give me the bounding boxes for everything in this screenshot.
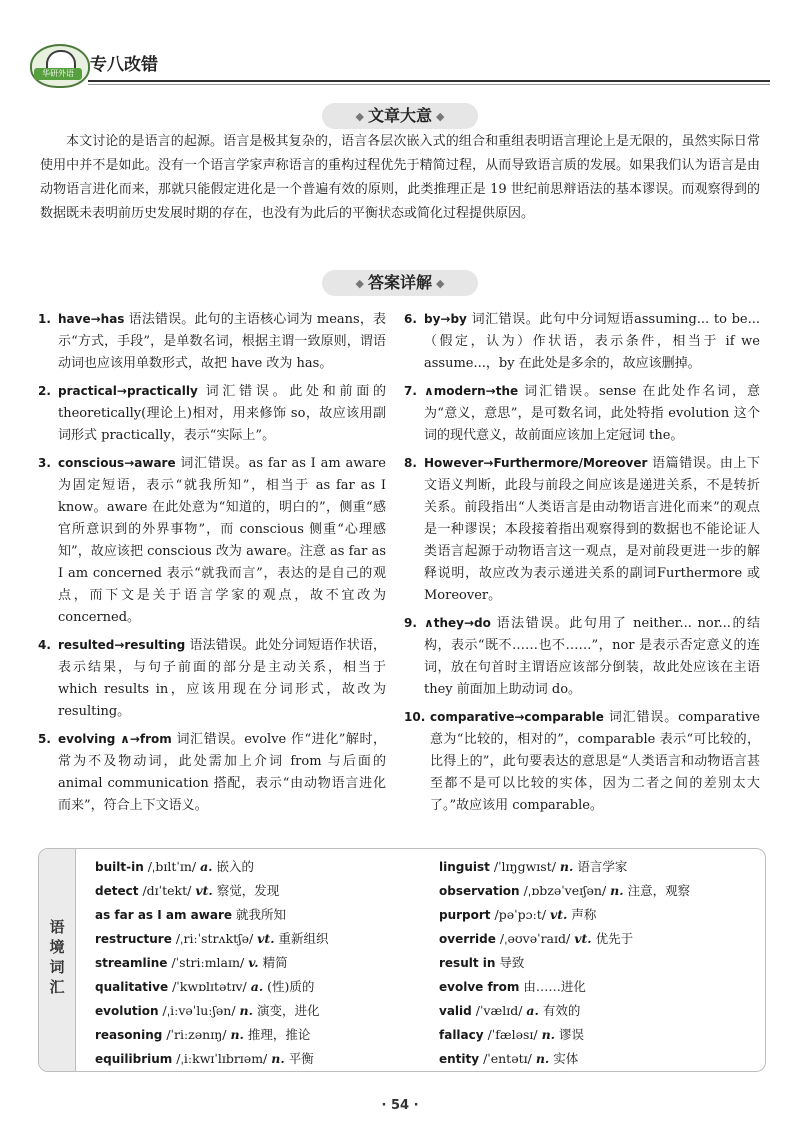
answer-number: 9. <box>404 616 417 630</box>
answer-number: 8. <box>404 456 417 470</box>
answer-explanation: 语篇错误。由上下文语义判断，此段与前段之间应该是递进关系，不是转折关系。前段指出“人类语言是由动物语言进化而来”的观点是一种谬误；本段接着指出观察得到的数据也不能论证人类语言起源于动物语言这一观点，是对前段更进一步的解释说明，故应改为表示递进关系的副词Furthermore 或Moreover。 <box>424 456 760 603</box>
answer-correction: have→has <box>58 312 125 326</box>
vocab-word: as far as I am aware <box>95 908 233 922</box>
vocab-word: qualitative <box>95 980 169 994</box>
vocab-meaning: 谬误 <box>559 1027 585 1042</box>
vocab-entry <box>439 1047 759 1071</box>
vocab-meaning: 由……进化 <box>523 979 586 994</box>
vocab-word: result in <box>439 956 496 970</box>
vocab-ipa: /ˌiːvəˈluːʃən/ <box>162 1003 236 1018</box>
vocab-pos: vt. <box>195 883 213 898</box>
vocab-meaning: (性)质的 <box>267 979 315 994</box>
vocab-pos: n. <box>230 1027 244 1042</box>
answer-item <box>38 728 386 817</box>
vocab-entry <box>439 879 759 903</box>
vocab-ipa: /ˌriːˈstrʌktʃə/ <box>175 931 254 946</box>
vocab-pos: vt. <box>550 907 568 922</box>
vocab-entry <box>439 1023 759 1047</box>
vocab-word: override <box>439 932 496 946</box>
vocab-pos: n. <box>559 859 574 874</box>
vocab-ipa: /ˈlɪŋgwɪst/ <box>493 859 556 874</box>
vocab-entry <box>95 1023 425 1047</box>
vocab-meaning: 推理，推论 <box>247 1027 311 1042</box>
vocabulary-left-column <box>95 855 425 1071</box>
vocab-pos: a. <box>526 1003 539 1018</box>
answer-number: 5. <box>38 732 51 746</box>
vocab-meaning: 语言学家 <box>577 859 628 874</box>
answer-explanation: 词汇错误。as far as I am aware 为固定短语，表示“就我所知”，相当于 as far as I know。aware 在此处意为“知道的，明白的”，侧重“感官所意识到的外界事物”，而 conscious 侧重“心理感知”，故应该把 conscious 改为 aware。注意 as far as I am concerned 表示“就我而言”，表达的是自己的观点，而下文是关于语言学家的观点，故不宜改为concerned。 <box>58 456 386 625</box>
answer-explanation: 语法错误。此处分词短语作状语，表示结果，与句子前面的部分是主动关系，相当于 which results in，应该用现在分词形式，故改为resulting。 <box>58 638 386 719</box>
answer-correction: resulted→resulting <box>58 638 186 652</box>
vocab-word: equilibrium <box>95 1052 173 1066</box>
vocab-word: detect <box>95 884 139 898</box>
vocab-ipa: /ˌəʊvəˈraɪd/ <box>499 931 571 946</box>
vocab-meaning: 重新组织 <box>278 931 329 946</box>
vocab-entry <box>95 903 425 927</box>
answers-heading-banner <box>322 270 478 296</box>
vocab-meaning: 演变，进化 <box>256 1003 320 1018</box>
vocab-pos: a. <box>250 979 264 994</box>
vocab-meaning: 有效的 <box>542 1003 581 1018</box>
vocab-word: restructure <box>95 932 172 946</box>
diamond-icon: ◆ <box>355 277 364 290</box>
vocab-entry <box>95 927 425 951</box>
answer-number: 7. <box>404 384 417 398</box>
vocab-meaning: 优先于 <box>595 931 634 946</box>
vocab-entry <box>95 975 425 999</box>
header-rule <box>88 80 770 82</box>
vocab-meaning: 导致 <box>499 955 525 970</box>
answer-explanation: 词汇错误。此句中分词短语assuming... to be...（假定，认为）作状语，表示条件，相当于 if we assume...，by 在此处是多余的，故应该删掉。 <box>424 312 760 371</box>
vocab-ipa: /ˌiːkwɪˈlɪbrɪəm/ <box>176 1051 268 1066</box>
vocab-entry <box>95 855 425 879</box>
vocab-entry <box>439 975 759 999</box>
vocab-pos: n. <box>610 883 624 898</box>
vocab-pos: a. <box>200 859 213 874</box>
vocab-ipa: /ˈriːzənɪŋ/ <box>166 1027 227 1042</box>
vocab-entry <box>439 927 759 951</box>
answer-correction: conscious→aware <box>58 456 176 470</box>
vocab-pos: n. <box>271 1051 285 1066</box>
answer-explanation: 语法错误。此句用了 neither... nor...的结构，表示“既不……也不……”，nor 是表示否定意义的连词，放在句首时主谓语应该部分倒装，故此处应该在主语 they 前面加上助动词 do。 <box>424 616 760 697</box>
answers-left-column <box>38 308 386 822</box>
answer-number: 2. <box>38 384 51 398</box>
vocabulary-side-tab <box>39 849 76 1071</box>
header-rule-thin <box>88 84 770 85</box>
vocab-word: entity <box>439 1052 480 1066</box>
vocab-word: observation <box>439 884 520 898</box>
vocab-pos: n. <box>239 1003 253 1018</box>
vocab-word: reasoning <box>95 1028 163 1042</box>
answer-correction: evolving ∧→from <box>58 732 172 746</box>
answers-heading: 答案详解 <box>367 273 432 292</box>
logo-cartoon-icon <box>46 50 76 68</box>
vocab-ipa: /ˌɒbzəˈveɪʃən/ <box>523 883 607 898</box>
vocab-meaning: 实体 <box>553 1051 579 1066</box>
vocab-meaning: 就我所知 <box>236 907 287 922</box>
vocab-ipa: /dɪˈtekt/ <box>142 883 192 898</box>
answer-item <box>404 308 760 375</box>
answer-number: 4. <box>38 638 51 652</box>
vocab-entry <box>95 879 425 903</box>
answer-explanation: 语法错误。此句的主语核心词为 means，表示“方式，手段”，是单数名词，根据主谓一致原则，谓语动词也应该用单数形式，故把 have 改为 has。 <box>58 312 386 371</box>
vocab-meaning: 声称 <box>571 907 597 922</box>
answer-correction: ∧they→do <box>424 616 491 630</box>
vocab-entry <box>95 1047 425 1071</box>
answer-item <box>404 612 760 701</box>
vocab-word: linguist <box>439 860 490 874</box>
vocabulary-box <box>38 848 766 1072</box>
answer-item <box>38 308 386 375</box>
diamond-icon: ◆ <box>355 110 364 123</box>
answer-correction: However→Furthermore/Moreover <box>424 456 648 470</box>
page-number: · 54 · <box>381 1098 419 1113</box>
vocab-entry <box>439 951 759 975</box>
vocab-pos: vt. <box>574 931 592 946</box>
diamond-icon: ◆ <box>436 277 445 290</box>
vocab-word: evolution <box>95 1004 159 1018</box>
vocab-pos: n. <box>541 1027 556 1042</box>
answer-correction: comparative→comparable <box>430 710 604 724</box>
vocab-meaning: 注意，观察 <box>627 883 691 898</box>
vocab-ipa: /ˈkwɒlɪtətɪv/ <box>172 979 247 994</box>
vocab-word: valid <box>439 1004 472 1018</box>
book-section-title: 专八改错 <box>90 55 158 75</box>
answer-item <box>404 706 760 817</box>
answer-number: 10. <box>404 710 426 724</box>
vocab-ipa: /ˈstriːmlaɪn/ <box>171 955 245 970</box>
summary-heading: 文章大意 <box>367 106 432 125</box>
answer-correction: ∧modern→the <box>424 384 519 398</box>
vocab-meaning: 嵌入的 <box>216 859 255 874</box>
vocab-entry <box>95 951 425 975</box>
answer-explanation: 词汇错误。sense 在此处作名词，意为“意义，意思”，是可数名词，此处特指 evolution 这个词的现代意义，故前面应该加上定冠词 the。 <box>424 384 760 443</box>
answer-correction: practical→practically <box>58 384 198 398</box>
answer-item <box>404 380 760 447</box>
vocab-entry <box>95 999 425 1023</box>
answer-correction: by→by <box>424 312 467 326</box>
vocab-ipa: /ˈentətɪ/ <box>483 1051 532 1066</box>
answer-number: 1. <box>38 312 51 326</box>
diamond-icon: ◆ <box>436 110 445 123</box>
answer-explanation: 词汇错误。此处和前面的 theoretically(理论上)相对，用来修饰 so，故应该用副词形式 practically，表示“实际上”。 <box>58 384 386 443</box>
vocab-ipa: /ˈvælɪd/ <box>475 1003 523 1018</box>
vocab-pos: vt. <box>257 931 275 946</box>
summary-heading-banner <box>322 103 478 129</box>
answer-number: 3. <box>38 456 51 470</box>
publisher-logo <box>30 44 90 88</box>
vocab-pos: n. <box>535 1051 550 1066</box>
vocab-ipa: /pəˈpɔːt/ <box>494 907 547 922</box>
vocab-entry <box>439 855 759 879</box>
vocab-word: streamline <box>95 956 168 970</box>
vocabulary-label: 语 境 词 汇 <box>49 918 65 996</box>
vocab-meaning: 察觉，发现 <box>216 883 280 898</box>
vocab-meaning: 平衡 <box>288 1051 314 1066</box>
answers-right-column <box>404 308 760 822</box>
vocab-word: purport <box>439 908 491 922</box>
answer-explanation: 词汇错误。comparative 意为“比较的，相对的”，comparable 表示“可比较的，比得上的”，此句要表达的意思是“人类语言和动物语言甚至都不是可以比较的实体，因为二者之间的差别太大了。”故应该用 comparable。 <box>430 710 760 813</box>
vocab-word: fallacy <box>439 1028 484 1042</box>
vocab-pos: v. <box>248 955 259 970</box>
vocab-entry <box>439 999 759 1023</box>
answer-number: 6. <box>404 312 417 326</box>
vocab-word: evolve from <box>439 980 520 994</box>
page-header <box>30 40 770 90</box>
answer-item <box>404 452 760 607</box>
summary-paragraph: 本文讨论的是语言的起源。语言是极其复杂的，语言各层次嵌入式的组合和重组表明语言理论上是无限的，虽然实际日常使用中并不是如此。没有一个语言学家声称语言的重构过程优先于精简过程，从而导致语言质的发展。如果我们认为语言是由动物语言进化而来，那就只能假定进化是一个普遍有效的原则，此类推理正是 19 世纪前思辩语法的基本谬误。而观察得到的数据既未表明前历史发展时期的存在，也没有为此后的平衡状态或简化过程提供原因。 <box>40 134 760 221</box>
answer-item <box>38 380 386 447</box>
vocab-meaning: 精简 <box>262 955 288 970</box>
vocab-entry <box>439 903 759 927</box>
vocabulary-right-column <box>439 855 759 1071</box>
vocab-word: built-in <box>95 860 144 874</box>
answer-item <box>38 634 386 723</box>
vocab-ipa: /ˌbɪltˈɪn/ <box>147 859 197 874</box>
answer-item <box>38 452 386 629</box>
answer-explanation: 词汇错误。evolve 作“进化”解时，常为不及物动词，此处需加上介词 from 与后面的 animal communication 搭配，表示“由动物语言进化而来”，符合上下文语义。 <box>58 732 387 813</box>
logo-text: 华研外语 <box>34 68 82 80</box>
vocab-ipa: /ˈfæləsɪ/ <box>487 1027 538 1042</box>
